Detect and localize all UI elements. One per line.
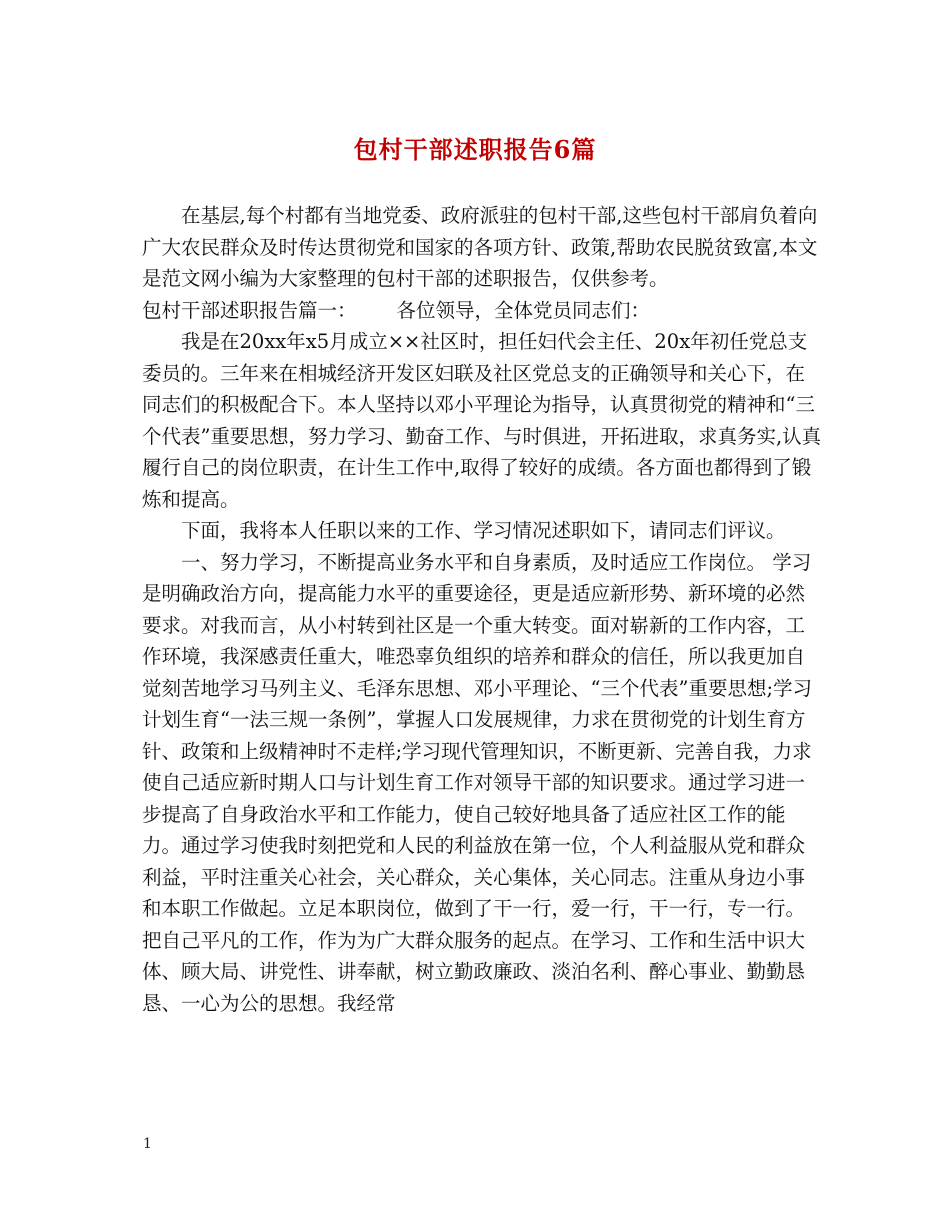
page-number: 1 xyxy=(143,1136,152,1152)
body-paragraph-2: 下面，我将本人任职以来的工作、学习情况述职如下，请同志们评议。 xyxy=(181,519,786,542)
intro-paragraph: 在基层,每个村都有当地党委、政府派驻的包村干部,这些包村干部肩负着向广大农民群众及时传达贯彻党和国家的各项方针、政策,帮助农民脱贫致富,本文是范文网小编为大家整理的包村干部的述职报告，仅供参考。 xyxy=(142,204,818,290)
body-paragraph-1: 我是在20xx年x5月成立××社区时，担任妇代会主任、20x年初任党总支委员的。三年来在相城经济开发区妇联及社区党总支的正确领导和关心下，在同志们的积极配合下。本人坚持以邓小平理论为指导，认真贯彻党的精神和“三个代表”重要思想，努力学习、勤奋工作、与时俱进，开拓进取，求真务实,认真履行自己的岗位职责，在计生工作中,取得了较好的成绩。各方面也都得到了锻炼和提高。 xyxy=(142,330,822,511)
section-heading: 包村干部述职报告篇一： xyxy=(142,298,357,322)
body-paragraph-3: 一、努力学习，不断提高业务水平和自身素质，及时适应工作岗位。 学习是明确政治方向，提高能力水平的重要途径，更是适应新形势、新环境的必然要求。对我而言，从小村转到社区是一个重大转变。面对崭新的工作内容，工作环境，我深感责任重大，唯恐辜负组织的培养和群众的信任，所以我更加自觉刻苦地学习马列主义、毛泽东思想、邓小平理论、“三个代表”重要思想;学习计划生育“一法三规一条例”，掌握人口发展规律，力求在贯彻党的计划生育方针、政策和上级精神时不走样;学习现代管理知识，不断更新、完善自我，力求使自己适应新时期人口与计划生育工作对领导干部的知识要求。通过学习进一步提高了自身政治水平和工作能力，使自己较好地具备了适应社区工作的能力。通过学习使我时刻把党和人民的利益放在第一位，个人利益服从党和群众利益，平时注重关心社会，关心群众，关心集体，关心同志。注重从身边小事和本职工作做起。立足本职岗位，做到了干一行，爱一行，干一行，专一行。把自己平凡的工作，作为为广大群众服务的起点。在学习、工作和生活中识大体、顾大局、讲党性、讲奉献，树立勤政廉政、淡泊名利、醉心事业、勤勤恳恳、一心为公的思想。我经常 xyxy=(142,550,813,1015)
document-body xyxy=(142,200,822,1019)
document-title: 包村干部述职报告6篇 xyxy=(353,135,597,164)
salutation: 各位领导，全体党员同志们： xyxy=(396,298,651,322)
section-heading-line xyxy=(142,295,822,327)
